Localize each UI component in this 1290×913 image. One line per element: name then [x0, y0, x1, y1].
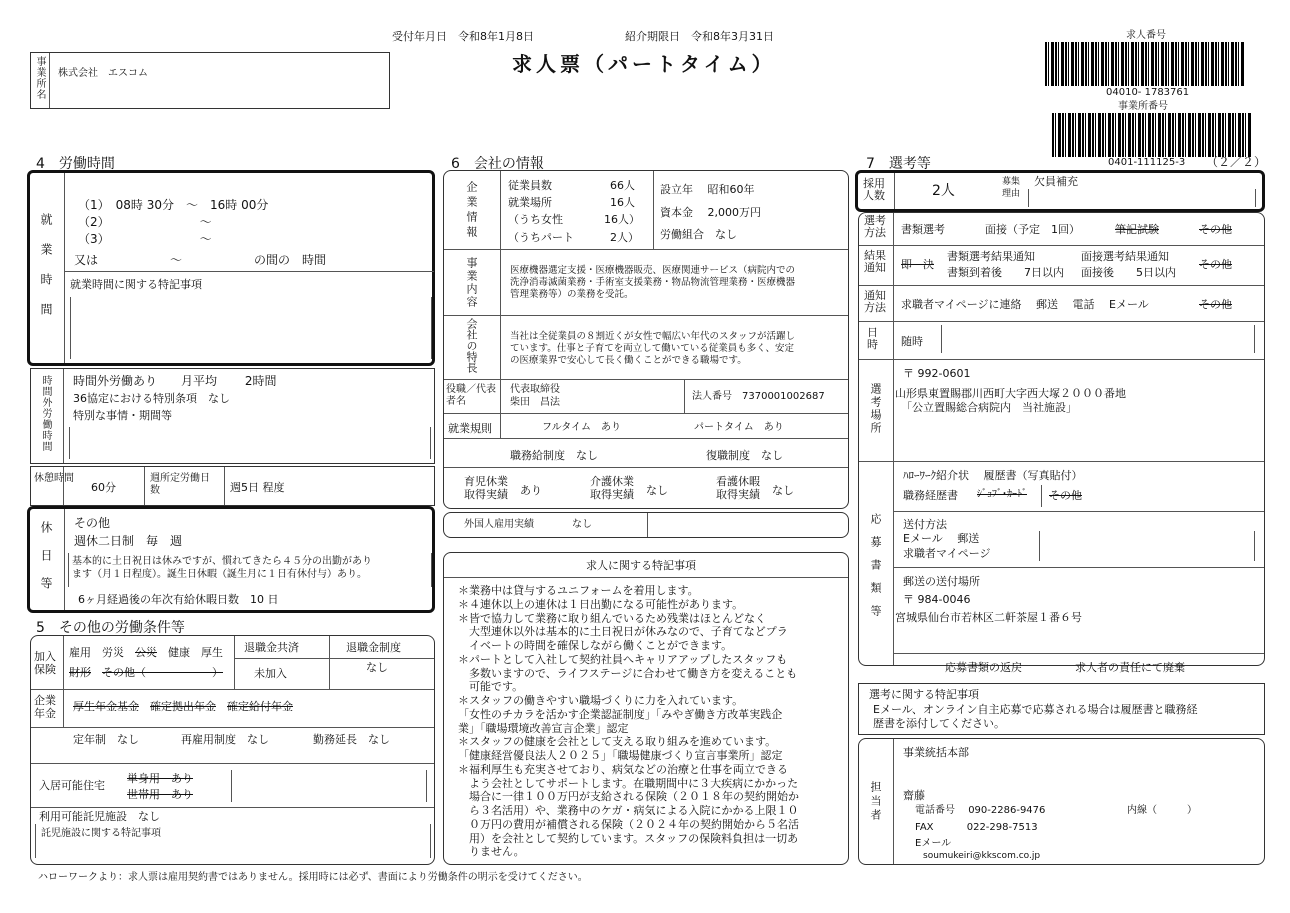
office-number: 0401-111125-3	[1108, 157, 1186, 168]
retire-mutual-value: 未加入	[254, 667, 287, 680]
childcare-special: 託児施設に関する特記事項	[41, 828, 161, 839]
holiday-box	[27, 506, 435, 613]
shift-1: （1） 08時 30分 ～ 16時 00分	[78, 198, 269, 212]
business-text: 医療機器選定支援・医療機器販売、医療関連サービス（病院内での 洗浄消毒滅菌業務・手術室支援業務・物品物流管理業務・医療機器 管理業務等）の業務を受託。	[510, 265, 796, 300]
overtime-36: 36協定における特別条項 なし	[73, 392, 230, 405]
contact-email-label: Eメール	[915, 838, 952, 849]
pension-items: 厚生年金基金 確定拠出年金 確定給付年金	[73, 700, 293, 713]
section4-heading: 4 労働時間	[36, 156, 115, 172]
docs-return-label: 応募書類の返戻	[945, 661, 1022, 674]
foreign-box	[443, 512, 849, 538]
duty-pay: 職務給制度 なし	[510, 449, 598, 462]
docs-other: その他	[1049, 489, 1082, 502]
work-hours-special-field	[70, 297, 432, 359]
break-box	[30, 466, 435, 506]
notify-doc-title: 書類選考結果通知	[947, 250, 1035, 263]
overtime-box	[30, 368, 435, 464]
holiday-weekly: 週休二日制 毎 週	[74, 534, 183, 548]
childcare-leave: あり	[520, 484, 542, 497]
union: 労働組合 なし	[660, 228, 737, 241]
selection-special-box	[858, 683, 1265, 735]
docs-hw: ﾊﾛｰﾜｰｸ紹介状 履歴書（写真貼付）	[903, 469, 1083, 482]
date-label: 日時	[867, 326, 878, 352]
contact-dept: 事業統括本部	[903, 746, 969, 759]
docs-label: 応募書類等	[869, 513, 882, 628]
company-info-box: 企業情報 従業員数 66人 就業場所 16人 （うち女性 16人） （うちパート 2人） 設立年 昭和60年 資本金 2,000万円 労働組合 なし 事業内容 医療機器選定支援・医療機器販売、医療関連サービス（病院内での 洗浄消毒滅菌業務・手術室支援業務・物品物流管理業務・医療機器 管理業務等）の業務を受託。 会社の特長 当社は全従業員の８割近くが女性で幅広い年代のスタッフが活躍し ています。仕事と子育てを両立して働いている従業員も多く、安定 の医療業界で安心して長く働くことができる職場です。 役職／代表者名 代表取締役 柴田 昌法 法人番号 7370001002687 就業規則 フルタイム あり パートタイム あり 職務給制度 なし 復職制度 なし 育児休業取得実績 あり 介護休業取得実績 なし 看護休暇取得実績 なし	[443, 170, 849, 509]
office-number-barcode	[1052, 113, 1252, 157]
office-name: 株式会社 エスコム	[58, 68, 148, 79]
shift-3: （3） ～	[78, 232, 212, 246]
weekdays-value: 週5日 程度	[230, 481, 285, 494]
job-special-title: 求人に関する特記事項	[586, 559, 696, 572]
other-conditions-box	[30, 635, 435, 865]
pension-label: 企業年金	[34, 694, 56, 721]
section6-heading: 6 会社の情報	[451, 156, 544, 172]
job-number-barcode	[1045, 42, 1245, 86]
insurance-items: 雇用 労災 公災 健康 厚生	[69, 646, 223, 659]
company-label: 企業情報	[465, 181, 478, 241]
rules-part: パートタイム あり	[694, 422, 784, 433]
date-value: 随時	[901, 335, 923, 348]
reinstate: 復職制度 なし	[706, 449, 783, 462]
method-other: その他	[1199, 223, 1232, 236]
hire-box: 採用人数 2人 募集 理由 欠員補充	[855, 170, 1265, 212]
break-label: 休憩時間	[34, 473, 74, 484]
job-number: 04010- 1783761	[1106, 87, 1190, 98]
childcare-leave-label: 育児休業取得実績	[464, 475, 508, 501]
holiday-note: 基本的に土日祝日は休みですが、慣れてきたら４５分の出勤があり ます（月１日程度）。誕生日休暇（誕生月に１日有休付与）あり。	[72, 556, 372, 580]
rehire: 再雇用制度 なし	[181, 733, 269, 746]
overtime-special-field	[69, 427, 431, 459]
docs-career: 職務経歴書	[903, 489, 958, 502]
job-number-label: 求人番号	[1126, 30, 1166, 41]
retire-system-label: 退職金制度	[346, 641, 401, 654]
hire-reason: 欠員補充	[1034, 175, 1078, 188]
place-address: 山形県東置賜郡川西町大字西大塚２０００番地	[895, 387, 1126, 400]
docs-jobcard: ｼﾞｮﾌﾞ･ｶｰﾄﾞ	[977, 489, 1027, 500]
sick-leave: なし	[772, 484, 794, 497]
footer-note: ハローワークより：求人票は雇用契約書ではありません。採用時には必ず、書面により労働条件の明示を受けてください。	[38, 872, 588, 883]
feature-text: 当社は全従業員の８割近くが女性で幅広い年代のスタッフが活躍し ています。仕事と子育てを両立して働いている従業員も多く、安定 の医療業界で安心して長く働くことができる職場です。	[510, 331, 796, 366]
method-doc: 書類選考	[901, 223, 945, 236]
mail-label: 郵送の送付場所	[903, 575, 980, 588]
retire-system-value: なし	[366, 661, 388, 674]
employees: 66人	[610, 179, 635, 192]
work-hours-label: 就業時間	[39, 213, 53, 333]
section7-heading: 7 選考等	[866, 156, 931, 172]
or-hours: 又は ～ の間の 時間	[74, 253, 327, 267]
place-label: 選考場所	[869, 383, 882, 435]
contact-box	[858, 738, 1265, 865]
contact-email[interactable]: soumukeiri@kkscom.co.jp	[923, 851, 1041, 861]
contact-ext: 内線（ ）	[1127, 805, 1197, 816]
section5-heading: 5 その他の労働条件等	[36, 620, 185, 636]
contact-name: 齋藤	[903, 789, 925, 802]
workplace-count: 16人	[610, 196, 635, 209]
method-interview: 面接（予定 1回）	[985, 223, 1080, 236]
founded: 設立年 昭和60年	[660, 183, 755, 196]
rules-full: フルタイム あり	[542, 422, 621, 433]
housing-family: 世帯用 あり	[127, 788, 193, 801]
retire-mutual-label: 退職金共済	[244, 641, 299, 654]
weekdays-label: 週所定労働日数	[150, 473, 210, 496]
rules-label: 就業規則	[448, 422, 492, 435]
notify-instant: 即 決	[901, 258, 934, 271]
contact-fax: FAX 022-298-7513	[915, 822, 1038, 833]
sick-leave-label: 看護休暇取得実績	[716, 475, 760, 501]
selection-special-text: Eメール、オンライン自主応募で応募される場合は履歴書と職務経 歴書を添付してください。	[873, 703, 1198, 730]
contact-tel: 電話番号 090-2286-9476	[915, 805, 1046, 816]
foreign-label: 外国人雇用実績	[464, 519, 534, 530]
notify-int-title: 面接選考結果通知	[1081, 250, 1169, 263]
housing-single: 単身用 あり	[127, 772, 193, 785]
part-count: 2人）	[610, 231, 639, 244]
notify-doc: 書類到着後 7日以内	[947, 266, 1064, 279]
mail-address: 宮城県仙台市若林区二軒茶屋１番６号	[895, 611, 1082, 624]
place-note: 「公立置賜総合病院内 当社施設」	[901, 401, 1077, 414]
place-zip: 〒 992-0601	[903, 367, 971, 380]
break-value: 60分	[91, 481, 116, 494]
deadline-date: 紹介期限日 令和8年3月31日	[625, 30, 774, 43]
foreign-value: なし	[572, 519, 592, 530]
business-label: 事業内容	[465, 257, 478, 309]
shift-2: （2） ～	[78, 215, 212, 229]
selection-special-label: 選考に関する特記事項	[869, 688, 979, 701]
holiday-label: 休日等	[39, 521, 53, 605]
hire-label: 採用人数	[863, 177, 885, 203]
women-count: 16人）	[604, 213, 640, 226]
notify-label: 結果通知	[864, 249, 886, 275]
send-mypage: 求職者マイページ	[903, 547, 991, 560]
overtime-label: 時間外労働時間	[40, 375, 51, 452]
work-hours-box	[27, 170, 435, 366]
docs-return-value: 求人者の責任にて廃棄	[1075, 661, 1185, 674]
method-label: 選考方法	[864, 214, 886, 240]
office-number-label: 事業所番号	[1118, 101, 1168, 112]
feature-label: 会社の特長	[465, 318, 478, 373]
extension: 勤務延長 なし	[313, 733, 390, 746]
rep-title: 代表取締役	[510, 384, 560, 395]
contact-label: 担当者	[869, 781, 882, 823]
rep-label: 役職／代表者名	[446, 384, 496, 407]
job-special-box	[443, 552, 849, 865]
office-name-label: 事業所名	[34, 56, 45, 100]
notify-method: 求職者マイページに連絡 郵送 電話 Eメール	[901, 298, 1149, 311]
corp-number: 法人番号 7370001002687	[692, 391, 825, 402]
housing-label: 入居可能住宅	[39, 779, 105, 792]
received-date: 受付年月日 令和8年1月8日	[392, 30, 534, 43]
send-label: 送付方法	[903, 518, 947, 531]
insurance-items-2: 財形 その他（ ）	[69, 666, 223, 679]
mail-zip: 〒 984-0046	[903, 593, 971, 606]
paid-leave: 6ヶ月経過後の年次有給休暇日数 10 日	[78, 593, 279, 606]
nursing-leave-label: 介護休業取得実績	[590, 475, 634, 501]
office-name-box	[30, 52, 390, 109]
send-methods: Eメール 郵送	[903, 532, 980, 545]
overtime-special: 特別な事情・期間等	[73, 409, 172, 422]
notify-other: その他	[1199, 258, 1232, 271]
page-title: 求人票（パートタイム）	[512, 52, 776, 76]
notify-method-label: 通知方法	[864, 289, 886, 315]
method-written: 筆記試験	[1115, 223, 1159, 236]
hire-count: 2人	[932, 183, 955, 199]
childcare-label: 利用可能託児施設 なし	[39, 810, 160, 823]
job-special-text: ＊業務中は貸与するユニフォームを着用します。 ＊４連休以上の連休は１日出勤になる可能性があります。 ＊皆で協力して業務に取り組んでいるため残業はほとんどなく 大型連休以外は基本的に土日祝日が休みなので、子育てなどプラ イベートの時間を確保しながら働くことができます。 ＊パートとして入社して契約社員へキャリアアップしたスタッフも 多数いますので、ライフステージに合わせて働き方を変えることも 可能です。 ＊スタッフの働きやすい職場づくりに力を入れています。 「女性のチカラを活かす企業認証制度」「みやぎ働き方改革実践企 業」「職場環境改善宣言企業」認定 ＊スタッフの健康を会社として支える取り組みを進めています。 「健康経営優良法人２０２５」「職場健康づくり宣言事業所」認定 ＊福利厚生も充実させており、病気などの治療と仕事を両立できる よう会社としてサポートします。在職期間中に３大疾病にかかった 場合に一律１００万円が支給される保険（２０１８年の契約開始か ら３名活用）や、業務中のケガ・病気による入院にかかる上限１０ ０万円の費用が補償される保険（２０２４年の契約開始から５名活 用）を会社として契約しています。スタッフの保険料負担は一切あ りません。	[458, 584, 799, 859]
page-number: （２／２）	[1206, 155, 1267, 169]
rep-name: 柴田 昌法	[510, 397, 560, 408]
capital: 資本金 2,000万円	[660, 206, 761, 219]
overtime-value: 時間外労働あり 月平均 2時間	[73, 374, 277, 388]
nursing-leave: なし	[646, 484, 668, 497]
selection-box	[858, 212, 1265, 674]
retire-age: 定年制 なし	[73, 733, 139, 746]
holiday-type: その他	[74, 516, 111, 530]
work-hours-special-label: 就業時間に関する特記事項	[70, 278, 202, 291]
notify-int: 面接後 5日以内	[1081, 266, 1176, 279]
notify-method-other: その他	[1199, 298, 1232, 311]
insurance-label: 加入保険	[34, 650, 56, 677]
